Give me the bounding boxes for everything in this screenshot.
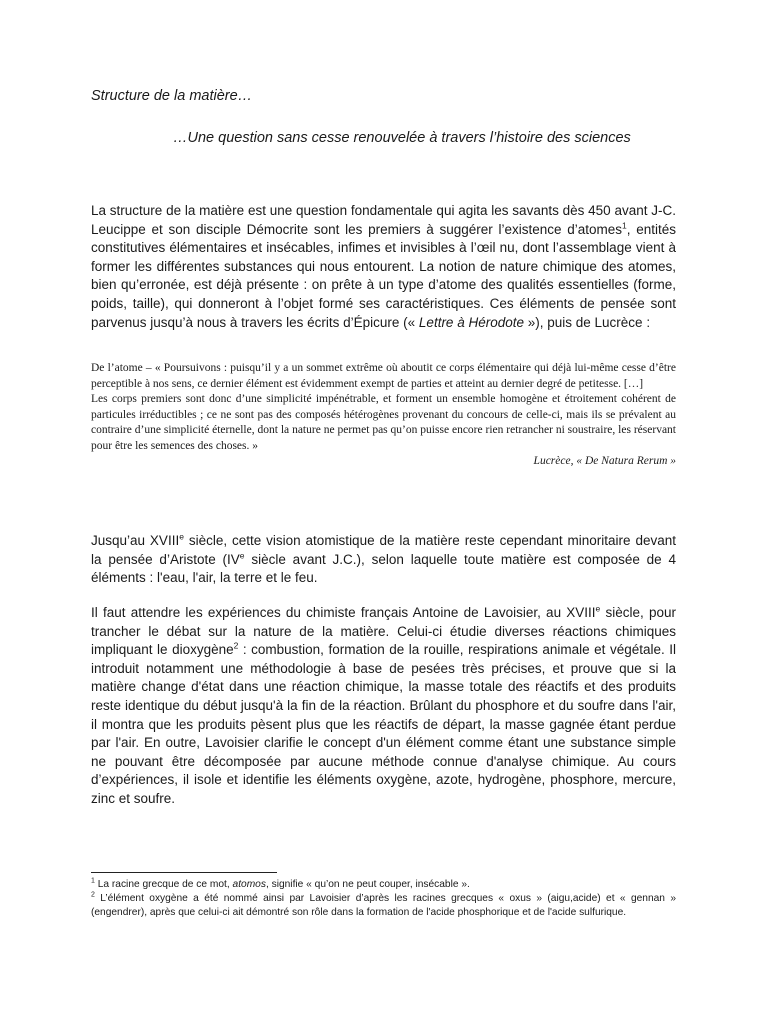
quote-paragraph-1: De l’atome – « Poursuivons : puisqu’il y a un sommet extrême où aboutit ce corps élémentaire qui déjà lui-même cesse d’être perceptible à nos sens, ce dernier élément est évidemment exempt de parties et atteint au dernier degré de petitesse. […] (91, 362, 676, 390)
quote-paragraph-2: Les corps premiers sont donc d’une simplicité impénétrable, et forment un ensemble homogène et étroitement cohérent de particules irréductibles ; ce ne sont pas des composés hétérogènes provenant du concours de celle-ci, mais ils se prévalent au contraire d’une simplicité éternelle, dont la nature ne permet pas qu’on puisse encore rien retrancher ni soustraire, les réservant pour être les semences des choses. » (91, 393, 676, 452)
century-superscript: e (239, 550, 245, 561)
century-superscript: e (179, 531, 184, 542)
aristotle-text-1: Jusqu’au XVIII (91, 533, 180, 548)
document-title: Structure de la matière… (91, 88, 253, 104)
intro-paragraph (91, 202, 676, 332)
footnote-2 (91, 892, 676, 920)
footnotes (91, 878, 676, 920)
footnote-1 (91, 878, 676, 892)
intro-text-1: La structure de la matière est une question fondamentale qui agita les savants dès 450 avant J-C. Leucippe et son disciple Démocrite sont les premiers à suggérer l’existence d’atomes (91, 203, 676, 237)
footnote-1-text-2: , signifie « qu’on ne peut couper, insécable ». (265, 879, 470, 890)
century-superscript: e (595, 603, 601, 614)
work-title-herodote: Lettre à Hérodote (418, 314, 524, 330)
footnote-ref-2: 2 (233, 640, 239, 651)
footnote-2-text: L’élément oxygène a été nommé ainsi par Lavoisier d’après les racines grecques « oxus » (aigu,acide) et « gennan » (engendrer), après que celui-ci ait démontré son rôle dans la formation de l'acide phosphorique et de l'acide sulfurique. (91, 893, 676, 918)
intro-text-3: »), puis de Lucrèce : (524, 314, 651, 330)
aristotle-paragraph (91, 532, 676, 588)
footnote-divider (91, 872, 277, 873)
quote-citation: Lucrèce, « De Natura Rerum » (533, 455, 676, 467)
footnote-1-term: atomos (232, 879, 266, 890)
footnote-ref-1: 1 (622, 220, 627, 231)
footnote-1-text-1: La racine grecque de ce mot, (94, 879, 233, 890)
lucretius-quote (91, 361, 676, 470)
document-subtitle: …Une question sans cesse renouvelée à travers l’histoire des sciences (173, 130, 631, 146)
lavoisier-text-3: : combustion, formation de la rouille, respirations animale et végétale. Il introduit notamment une méthodologie à base de pesées très précises, et prouve que si la matière change d'état dans une réaction chimique, la masse totale des réactifs et des produits reste identique du début jusqu'à la fin de la réaction. Brûlant du phosphore et du soufre dans l'air, il montra que les produits pèsent plus que les réactifs de départ, la masse gagnée étant perdue par l'air. En outre, Lavoisier clarifie le concept d'un élément comme étant une substance simple ne pouvant être décomposée par aucune méthode connue d'analyse chimique. Au cours d’expériences, il isole et identifie les éléments oxygène, azote, hydrogène, phosphore, mercure, zinc et soufre. (91, 642, 676, 806)
lavoisier-text-2: siècle, pour trancher le débat sur la nature de la matière. Celui-ci étudie diverses réactions chimiques impliquant le dioxygène (91, 605, 676, 658)
lavoisier-text-1: Il faut attendre les expériences du chimiste français Antoine de Lavoisier, au XVIII (91, 605, 596, 620)
footnote-marker-2: 2 (91, 891, 95, 899)
aristotle-text-2: siècle, cette vision atomistique de la matière reste cependant minoritaire devant la pensée d’Aristote (IV (91, 533, 676, 567)
footnote-marker-1: 1 (91, 877, 95, 885)
intro-text-2: , entités constitutives élémentaires et insécables, infimes et invisibles à l’œil nu, dont l’assemblage vient à former les différentes substances qui nous entourent. La notion de nature chimique des atomes, bien qu’erronée, est déjà présente : on prête à un type d’atome des qualités essentielles (forme, poids, taille), qui donneront à l’objet formé ses caractéristiques. Ces éléments de pensée sont parvenus jusqu’à nous à travers les écrits d’Épicure (« (91, 221, 676, 330)
lavoisier-paragraph (91, 604, 676, 809)
aristotle-text-3: siècle avant J.C.), selon laquelle toute matière est composée de 4 éléments : l'eau, l'air, la terre et le feu. (91, 551, 677, 586)
